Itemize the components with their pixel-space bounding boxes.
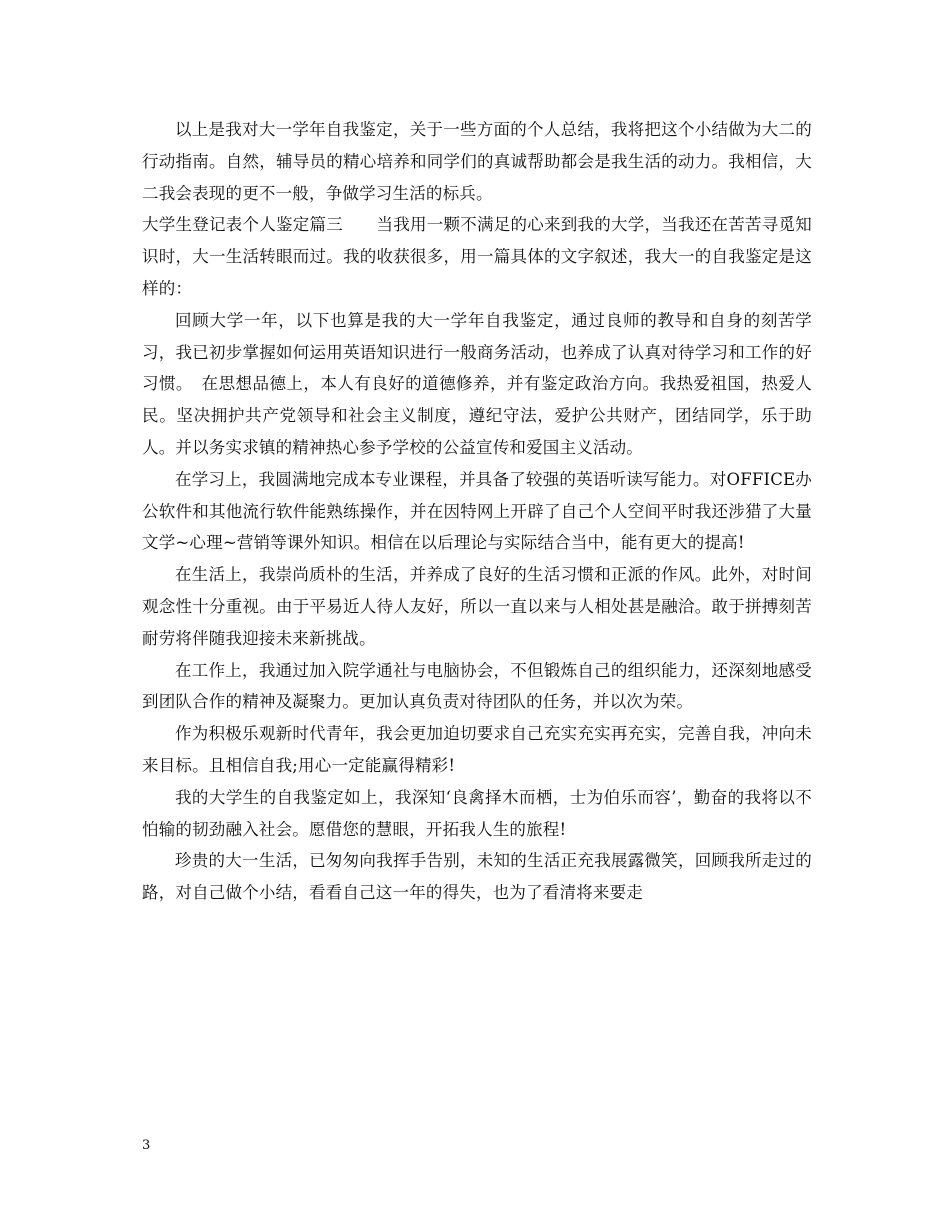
paragraph-3: 回顾大学一年，以下也算是我的大一学年自我鉴定，通过良师的教导和自身的刻苦学习，我已初步掌握如何运用英语知识进行一般商务活动，也养成了认真对待学习和工作的好习惯。 在思想品德上，本人有良好的道德修养，并有鉴定政治方向。我热爱祖国，热爱人民。坚决拥护共产党领导和社会主义制度，遵纪守法，爱护公共财产，团结同学，乐于助人。并以务实求镇的精神热心参予学校的公益宣传和爱国主义活动。 — [142, 310, 812, 457]
paragraph-7: 作为积极乐观新时代青年，我会更加迫切要求自己充实充实再充实，完善自我，冲向未来目标。且相信自我;用心一定能赢得精彩! — [142, 724, 812, 775]
document-body — [142, 114, 812, 909]
paragraph-1: 以上是我对大一学年自我鉴定，关于一些方面的个人总结，我将把这个小结做为大二的行动指南。自然，辅导员的精心培养和同学们的真诚帮助都会是我生活的动力。我相信，大二我会表现的更不一般，争做学习生活的标兵。 — [142, 120, 812, 203]
paragraph-8: 我的大学生的自我鉴定如上，我深知‘良禽择木而栖，士为伯乐而容’，勤奋的我将以不怕输的韧劲融入社会。愿借您的慧眼，开拓我人生的旅程! — [142, 787, 812, 839]
paragraph-2: 大学生登记表个人鉴定篇三 当我用一颗不满足的心来到我的大学，当我还在苦苦寻觅知识时，大一生活转眼而过。我的收获很多，用一篇具体的文字叙述，我大一的自我鉴定是这样的： — [142, 215, 812, 298]
paragraph-5: 在生活上，我崇尚质朴的生活，并养成了良好的生活习惯和正派的作风。此外，对时间观念性十分重视。由于平易近人待人友好，所以一直以来与人相处甚是融洽。敢于拼搏刻苦耐劳将伴随我迎接未来新挑战。 — [142, 565, 812, 648]
paragraph-6: 在工作上，我通过加入院学通社与电脑协会，不但锻炼自己的组织能力，还深刻地感受到团队合作的精神及凝聚力。更加认真负责对待团队的任务，并以次为荣。 — [142, 660, 812, 712]
paragraph-4: 在学习上，我圆满地完成本专业课程，并具备了较强的英语听读写能力。对OFFICE办公软件和其他流行软件能熟练操作，并在因特网上开辟了自己个人空间平时我还涉猎了大量文学~心理~营销等课外知识。相信在以后理论与实际结合当中，能有更大的提高! — [142, 469, 812, 553]
page-number: 3 — [142, 1138, 151, 1153]
paragraph-9: 珍贵的大一生活，已匆匆向我挥手告别，未知的生活正充我展露微笑，回顾我所走过的路，对自己做个小结，看看自己这一年的得失，也为了看清将来要走 — [142, 851, 812, 903]
